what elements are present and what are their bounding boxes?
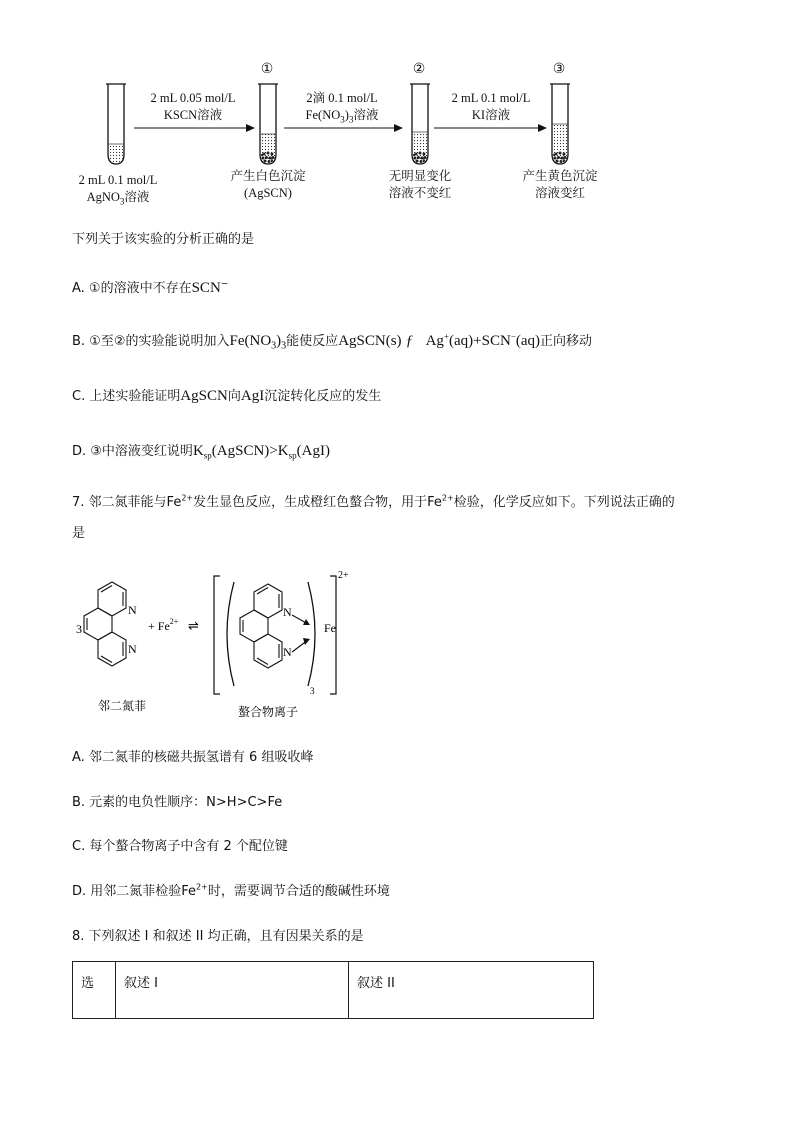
initial-caption-line2 <box>58 189 178 211</box>
statements-table <box>72 961 594 1019</box>
outer-bracket <box>214 576 336 694</box>
reaction-svg <box>72 568 372 728</box>
q7-stem-line1 <box>72 491 675 510</box>
left-paren <box>227 582 234 686</box>
q7-option-b: B. 元素的电负性顺序：N>H>C>Fe <box>72 795 283 810</box>
header-option: 选 <box>73 962 116 1019</box>
q7-option-a: A. 邻二氮菲的核磁共振氢谱有 6 组吸收峰 <box>72 750 314 765</box>
no3-sub: 3 <box>271 340 277 352</box>
header-statement-1: 叙述 I <box>116 962 349 1019</box>
tube3-caption <box>504 168 616 202</box>
step2-label-line1: 2滴 0.1 mol/L <box>306 91 378 105</box>
ksp1-k: K <box>192 443 204 459</box>
q8-table <box>72 961 594 1019</box>
equilibrium-arrow: ⇌ <box>188 619 199 634</box>
q7-stem-c: 检验，化学反应如下。下列说法正确的 <box>453 495 675 510</box>
q6-option-a-text: A. ①的溶液中不存在 <box>72 281 192 296</box>
q6-stem: 下列关于该实验的分析正确的是 <box>72 232 255 247</box>
ksp2-k: K <box>277 443 289 459</box>
initial-solution-caption <box>58 172 178 211</box>
step1-arrow <box>134 123 256 133</box>
ksp2-arg: (AgI) <box>296 443 330 459</box>
tube1-number: ① <box>260 62 274 77</box>
q6-option-b-mid: 能使反应 <box>286 334 339 349</box>
ligand-n-bottom: N <box>283 645 292 659</box>
q6-option-b <box>72 330 592 352</box>
plus-fe-text <box>148 617 179 633</box>
ligand-n-top: N <box>283 605 292 619</box>
scn-charge: − <box>220 279 229 290</box>
q7-fe-1: Fe <box>166 495 182 510</box>
test-tube-1 <box>258 82 278 166</box>
q7-fe-2: Fe <box>427 495 442 510</box>
n-top: N <box>128 603 137 617</box>
ksp1-sp: sp <box>203 450 212 461</box>
ksp2-sp: sp <box>288 450 297 461</box>
q7-option-d-charge: 2+ <box>196 882 208 892</box>
step3-label-line2: KI溶液 <box>471 108 511 122</box>
step3-label-line1: 2 mL 0.1 mol/L <box>451 91 531 105</box>
q7-stem-b: 发生显色反应，生成橙红色螯合物，用于 <box>193 495 428 510</box>
agscn-formula-c: AgSCN <box>180 388 228 404</box>
initial-caption-line1: 2 mL 0.1 mol/L <box>78 173 158 187</box>
n-bottom: N <box>128 642 137 656</box>
ag-charge: + <box>443 331 449 342</box>
ligand-structure <box>240 584 282 668</box>
fe-center: Fe <box>324 621 336 635</box>
plus-sign: + <box>473 333 482 349</box>
complex-charge: 2+ <box>338 570 349 581</box>
table-header-row <box>73 962 594 1019</box>
q7-option-d-suffix: 时，需要调节合适的酸碱性环境 <box>207 884 390 899</box>
test-tube-3 <box>550 82 570 166</box>
phenanthroline-reaction-diagram <box>72 568 372 728</box>
step3-label <box>432 90 550 124</box>
ksp1-arg: (AgSCN) <box>211 443 270 459</box>
agno3-text: AgNO <box>86 190 120 204</box>
fe-no3-text: Fe(NO <box>305 108 341 122</box>
phenanthroline-structure <box>84 582 126 666</box>
tube3-caption-line1: 产生黄色沉淀 <box>522 169 598 183</box>
q6-option-d <box>72 440 330 461</box>
tube2-caption <box>364 168 476 202</box>
step3-arrow <box>434 123 548 133</box>
q7-option-d <box>72 880 390 899</box>
q6-option-b-text: B. ①至②的实验能说明加入 <box>72 334 230 349</box>
label-3: 3 <box>76 622 82 636</box>
label-chelate-ion: 螯合物离子 <box>238 705 299 719</box>
tube1-caption-line2: (AgSCN) <box>244 186 292 200</box>
q7-option-c: C. 每个螯合物离子中含有 2 个配位键 <box>72 839 288 854</box>
ligand-count-3: 3 <box>310 686 315 696</box>
no3-subscript: 3 <box>340 114 345 125</box>
scn-ion: SCN <box>481 333 511 349</box>
q6-option-b-suffix: 正向移动 <box>540 334 593 349</box>
paren-sub-b: 3 <box>281 340 287 352</box>
q7-fe-2-charge: 2+ <box>441 493 454 503</box>
q7-stem-a: 7. 邻二氮菲能与 <box>72 495 167 510</box>
close-paren-b: ) <box>276 333 282 349</box>
q6-option-c-mid: 向 <box>227 389 241 404</box>
test-tube-initial <box>106 82 126 166</box>
q6-option-a <box>72 277 228 297</box>
arrowhead-bottom <box>303 638 310 645</box>
aq-state-2: (aq) <box>515 333 541 349</box>
tube1-caption-line1: 产生白色沉淀 <box>230 169 306 183</box>
tube3-caption-line2: 溶液变红 <box>534 186 585 200</box>
equilibrium-symbol: ƒ <box>405 333 414 349</box>
q6-option-d-text: D. ③中溶液变红说明 <box>72 444 193 459</box>
q6-option-c-suffix: 沉淀转化反应的发生 <box>264 389 382 404</box>
step2-arrow <box>284 123 404 133</box>
ag-ion: Ag <box>425 333 444 349</box>
q6-option-c-text: C. 上述实验能证明 <box>72 389 181 404</box>
q7-option-d-text: D. 用邻二氮菲检验 <box>72 884 182 899</box>
q6-option-c <box>72 385 381 405</box>
fe-text: Fe <box>229 333 245 349</box>
q7-option-d-fe: Fe <box>181 884 197 899</box>
label-phenanthroline: 邻二氮菲 <box>98 699 147 713</box>
tube3-number: ③ <box>552 62 566 77</box>
agscn-text: AgSCN <box>338 333 386 349</box>
scn-formula: SCN <box>191 280 221 296</box>
close-paren: ) <box>344 108 349 122</box>
no3-text: (NO <box>244 333 272 349</box>
test-tube-2 <box>410 82 430 166</box>
tube2-caption-line2: 溶液不变红 <box>388 186 452 200</box>
right-paren <box>308 582 315 686</box>
solid-state: (s) <box>385 333 402 349</box>
q7-stem-line2: 是 <box>72 526 86 541</box>
paren-subscript: 3 <box>348 114 354 125</box>
tube2-caption-line1: 无明显变化 <box>388 169 452 183</box>
tube1-caption <box>212 168 324 202</box>
aq-state-1: (aq) <box>449 333 474 349</box>
scn-charge-b: − <box>510 331 516 342</box>
step1-label <box>130 90 256 124</box>
q7-fe-1-charge: 2+ <box>181 493 194 503</box>
step1-label-line2: KSCN溶液 <box>163 108 223 122</box>
header-statement-2: 叙述 II <box>349 962 594 1019</box>
solution-text-2: 溶液 <box>353 108 379 122</box>
plus-fe-charge: 2+ <box>169 617 179 626</box>
q8-stem: 8. 下列叙述 I 和叙述 II 均正确，且有因果关系的是 <box>72 929 364 944</box>
tube2-number: ② <box>412 62 426 77</box>
step1-label-line1: 2 mL 0.05 mol/L <box>150 91 236 105</box>
solution-text: 溶液 <box>124 190 150 204</box>
agno3-subscript: 3 <box>119 196 125 207</box>
agi-formula-c: AgI <box>240 388 265 404</box>
plus-fe: + Fe <box>148 619 170 633</box>
greater-than: > <box>269 443 278 459</box>
